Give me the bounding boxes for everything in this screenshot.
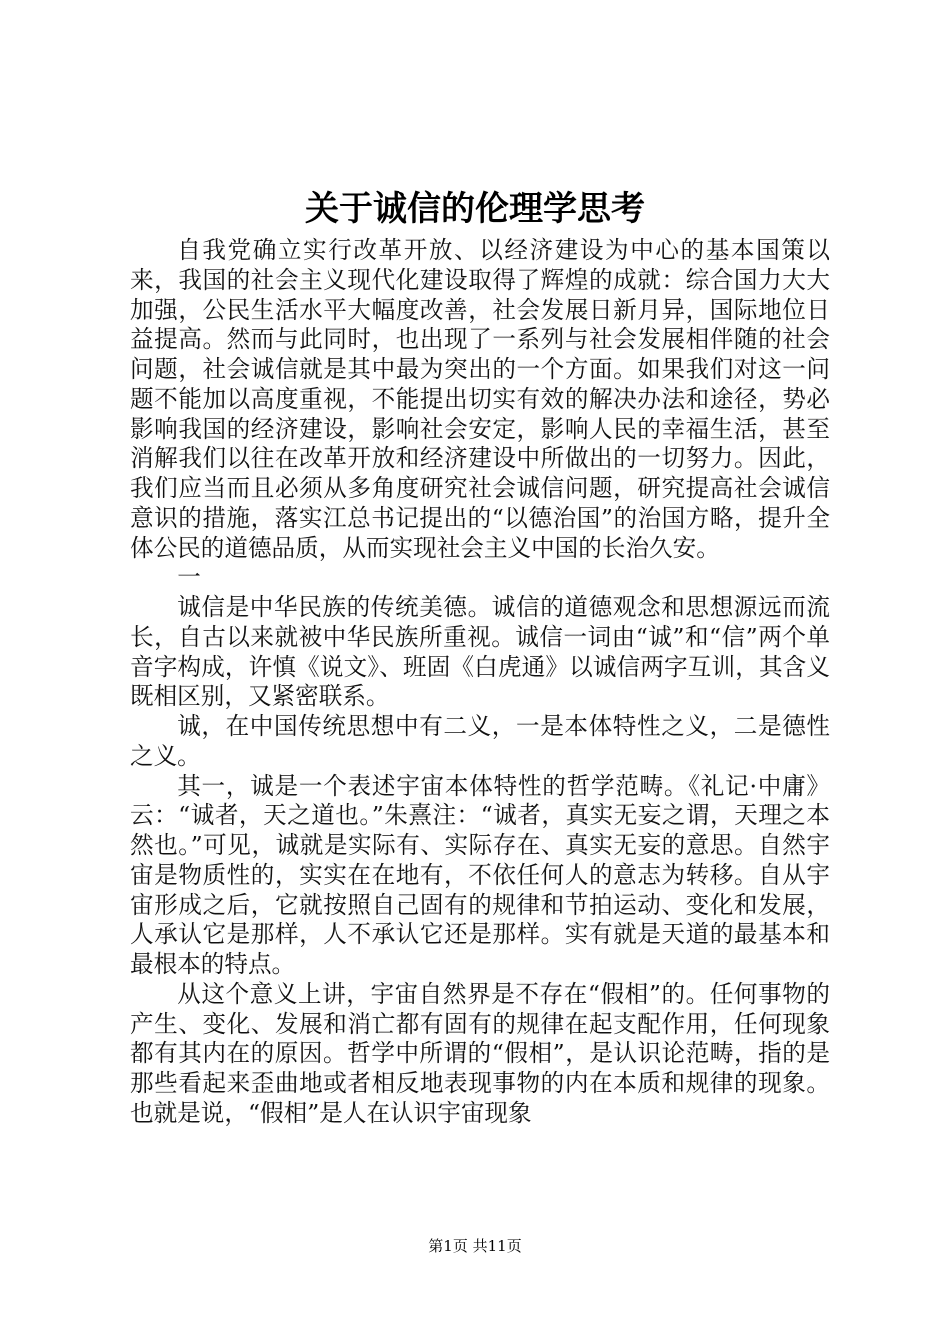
paragraph-cheng-two-meanings: 诚，在中国传统思想中有二义，一是本体特性之义，二是德性之义。 [130, 712, 830, 770]
paragraph-intro: 自我党确立实行改革开放、以经济建设为中心的基本国策以来，我国的社会主义现代化建设取得了辉煌的成就：综合国力大大加强，公民生活水平大幅度改善，社会发展日新月异，国际地位日益提高。然而与此同时，也出现了一系列与社会发展相伴随的社会问题，社会诚信就是其中最为突出的一个方面。如果我们对这一问题不能加以高度重视，不能提出切实有效的解决办法和途径，势必影响我国的经济建设，影响社会安定，影响人民的幸福生活，甚至消解我们以往在改革开放和经济建设中所做出的一切努力。因此，我们应当而且必须从多角度研究社会诚信问题，研究提高社会诚信意识的措施，落实江总书记提出的“以德治国”的治国方略，提升全体公民的道德品质，从而实现社会主义中国的长治久安。 [130, 236, 830, 562]
document-title: 关于诚信的伦理学思考 [305, 189, 645, 229]
page-number-footer: 第1页 共11页 [428, 1237, 522, 1255]
paragraph-cheng-ontology: 其一，诚是一个表述宇宙本体特性的哲学范畴。《礼记·中庸》云：“诚者，天之道也。”朱熹注：“诚者，真实无妄之谓，天理之本然也。”可见，诚就是实际有、实际存在、真实无妄的意思。自然宇宙是物质性的，实实在在地有，不依任何人的意志为转移。自从宇宙形成之后，它就按照自己固有的规律和节拍运动、变化和发展，人承认它是那样，人不承认它还是那样。实有就是天道的最基本和最根本的特点。 [130, 771, 830, 978]
document-body [130, 236, 830, 1129]
section-heading-one: 一 [177, 563, 201, 592]
paragraph-chengxin-tradition: 诚信是中华民族的传统美德。诚信的道德观念和思想源远而流长，自古以来就被中华民族所重视。诚信一词由“诚”和“信”两个单音字构成，许慎《说文》、班固《白虎通》以诚信两字互训，其含义既相区别，又紧密联系。 [130, 593, 830, 711]
paragraph-false-appearance: 从这个意义上讲，宇宙自然界是不存在“假相”的。任何事物的产生、变化、发展和消亡都有固有的规律在起支配作用，任何现象都有其内在的原因。哲学中所谓的“假相”，是认识论范畴，指的是那些看起来歪曲地或者相反地表现事物的内在本质和规律的现象。也就是说，“假相”是人在认识宇宙现象 [130, 979, 830, 1127]
